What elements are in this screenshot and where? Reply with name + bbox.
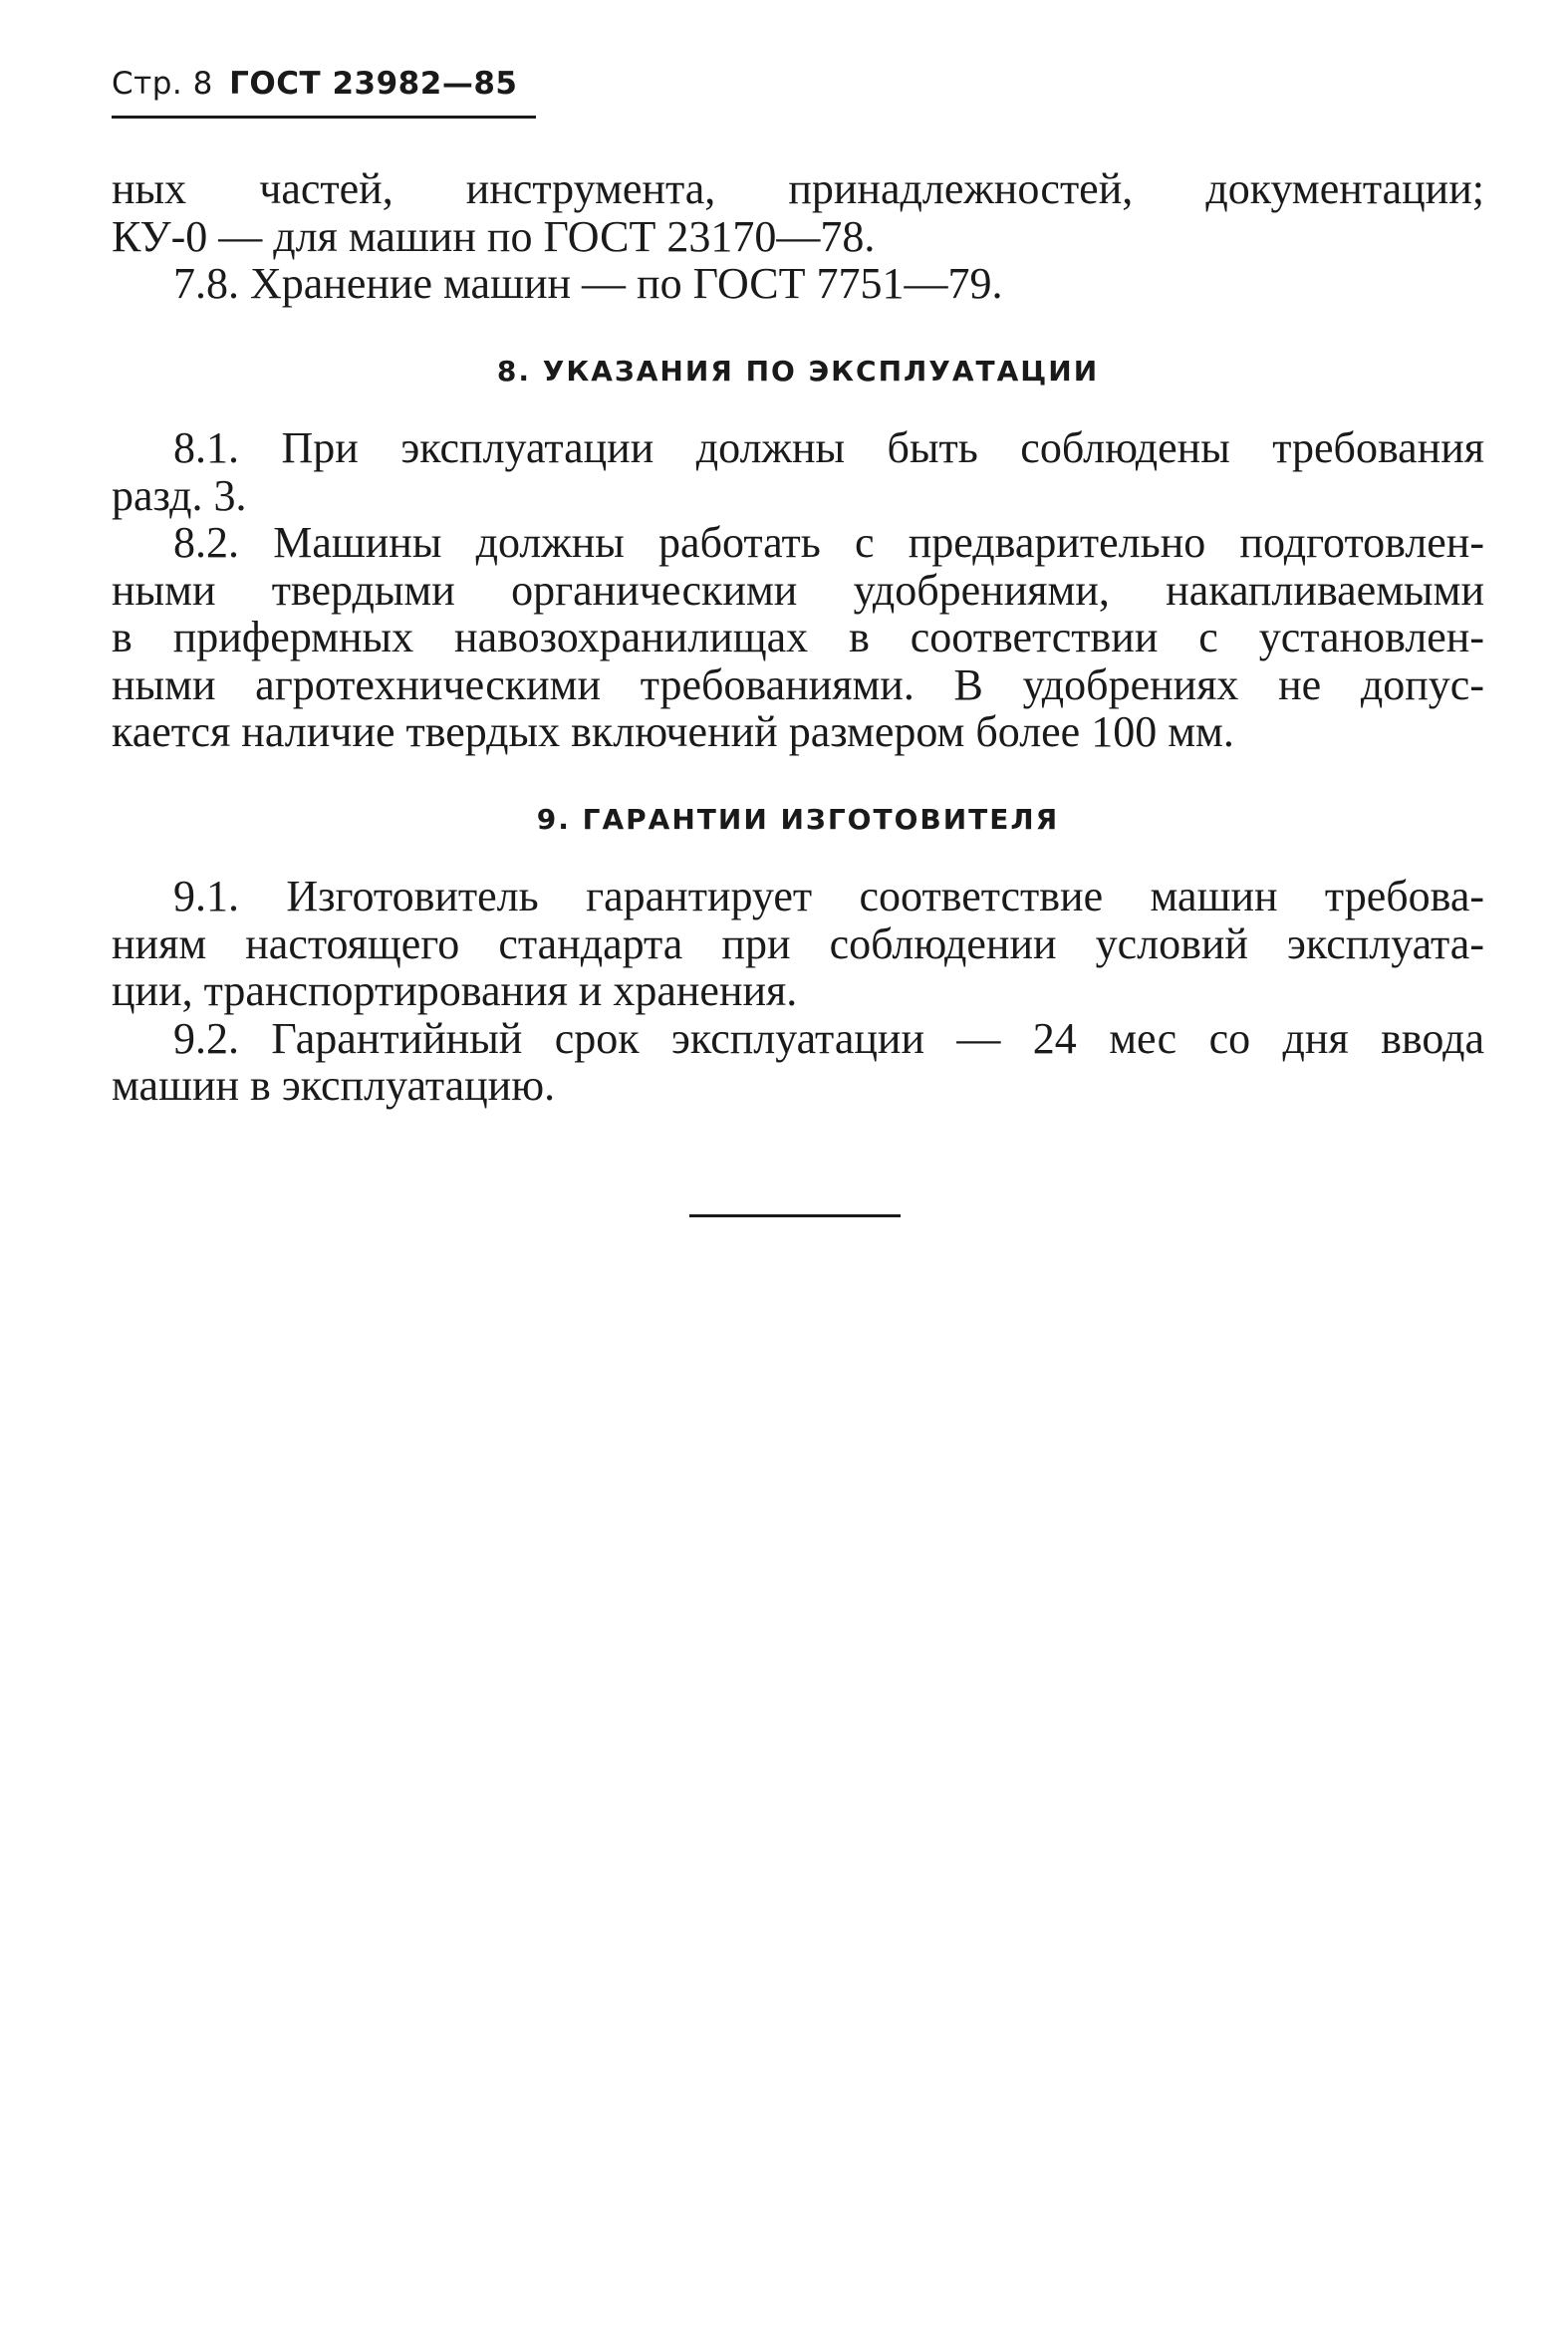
page-number: Стр. 8 <box>112 66 213 102</box>
standard-code: ГОСТ 23982—85 <box>229 66 518 102</box>
continuation-line-1: ных частей, инструмента, принадлежностей, документации; <box>112 164 1484 213</box>
section-9-heading: 9. ГАРАНТИИ ИЗГОТОВИТЕЛЯ <box>536 802 1060 836</box>
clause-8-2-line-4: ными агротехническими требованиями. В удобрениях не допус- <box>112 659 1484 709</box>
clause-8-2-line-2: ными твердыми органическими удобрениями, накапливаемыми <box>112 565 1484 615</box>
end-rule <box>689 1214 901 1217</box>
clause-7-8: 7.8. Хранение машин — по ГОСТ 7751—79. <box>173 259 1003 308</box>
clause-9-1-line-3: ции, транспортирования и хранения. <box>112 966 798 1015</box>
clause-8-1-line-2: разд. 3. <box>112 470 247 520</box>
clause-8-2-line-5: кается наличие твердых включений размером более 100 мм. <box>112 707 1234 756</box>
clause-9-1-line-1: 9.1. Изготовитель гарантирует соответствие машин требова- <box>173 872 1484 920</box>
clause-9-1-line-2: ниям настоящего стандарта при соблюдении условий эксплуата- <box>112 918 1484 968</box>
section-8-heading: 8. УКАЗАНИЯ ПО ЭКСПЛУАТАЦИИ <box>496 354 1100 388</box>
document-body <box>112 165 1484 1110</box>
clause-8-2-line-3: в прифермных навозохранилищах в соответствии с установлен- <box>112 613 1484 661</box>
clause-8-1-line-1: 8.1. При эксплуатации должны быть соблюдены требования <box>173 423 1484 472</box>
continuation-line-2: КУ-0 — для машин по ГОСТ 23170—78. <box>112 211 876 261</box>
clause-9-2-line-1: 9.2. Гарантийный срок эксплуатации — 24 мес со дня ввода <box>173 1013 1484 1063</box>
clause-9-2-line-2: машин в эксплуатацию. <box>112 1061 556 1110</box>
header-rule <box>112 116 536 119</box>
clause-8-2-line-1: 8.2. Машины должны работать с предварительно подготовлен- <box>173 518 1484 567</box>
running-head <box>112 66 517 102</box>
